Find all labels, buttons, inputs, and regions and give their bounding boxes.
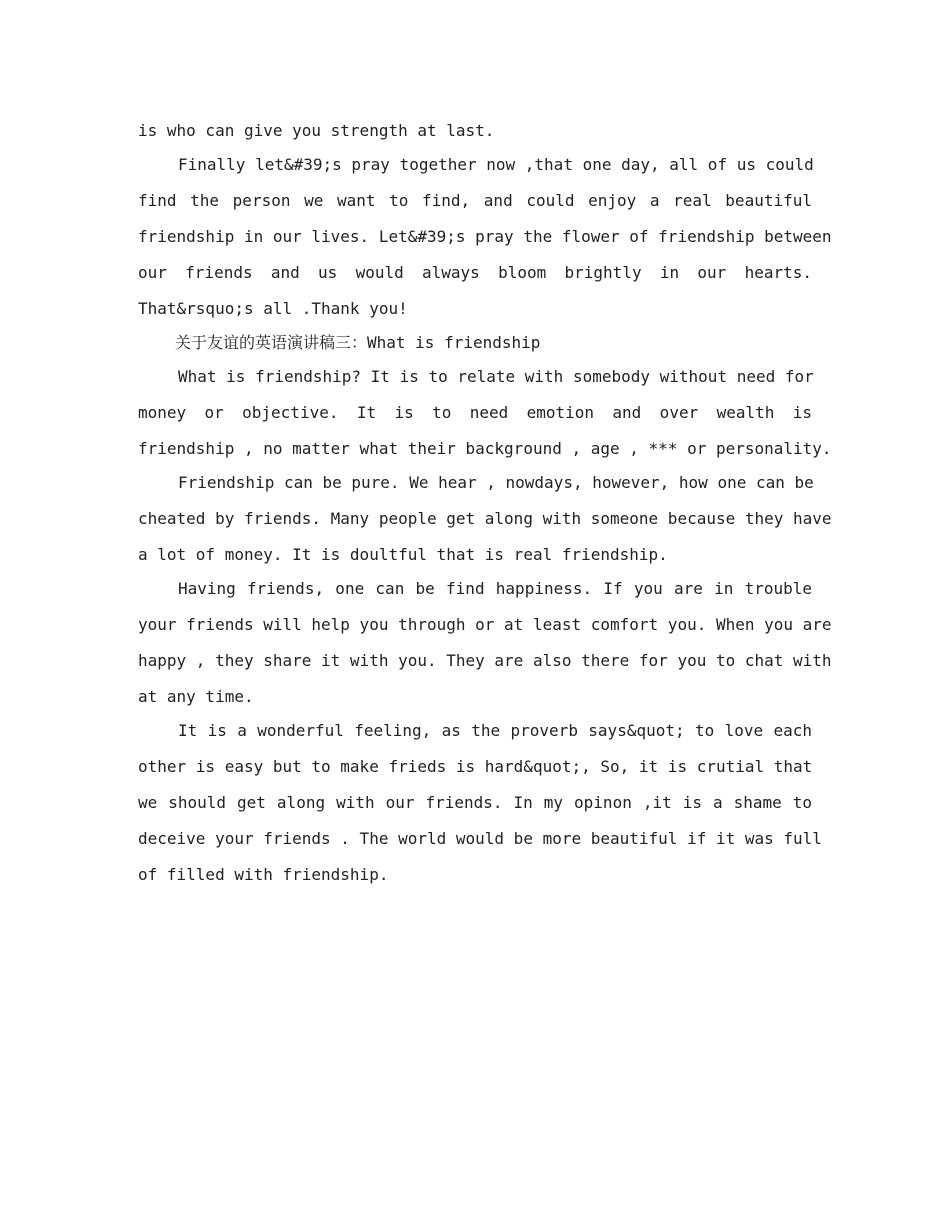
paragraph-line: is who can give you strength at last. [138, 121, 495, 140]
paragraph-line: That&rsquo;s all .Thank you! [138, 299, 408, 318]
paragraph-line: money or objective. It is to need emotion and over wealth is [138, 403, 812, 422]
paragraph-line: deceive your friends . The world would be more beautiful if it was full [138, 829, 822, 848]
paragraph-line: find the person we want to find, and could enjoy a real beautiful [138, 191, 812, 210]
paragraph-line: other is easy but to make frieds is hard&quot;, So, it is crutial that [138, 757, 813, 776]
paragraph-line: Finally let&#39;s pray together now ,that one day, all of us could [178, 155, 814, 174]
paragraph-line: friendship , no matter what their background , age , *** or personality. [138, 439, 832, 458]
paragraph-line: cheated by friends. Many people get along with someone because they have [138, 509, 832, 528]
paragraph-line: at any time. [138, 687, 254, 706]
paragraph-line: your friends will help you through or at least comfort you. When you are [138, 615, 832, 634]
paragraph-line: Friendship can be pure. We hear , nowdays, however, how one can be [178, 473, 814, 492]
paragraph-line: a lot of money. It is doultful that is real friendship. [138, 545, 668, 564]
paragraph-line: our friends and us would always bloom brightly in our hearts. [138, 263, 812, 282]
paragraph-line: friendship in our lives. Let&#39;s pray the flower of friendship between [138, 227, 832, 246]
paragraph-line: It is a wonderful feeling, as the proverb says&quot; to love each [178, 721, 812, 740]
paragraph-line: What is friendship? It is to relate with somebody without need for [178, 367, 814, 386]
paragraph-line: we should get along with our friends. In my opinon ,it is a shame to [138, 793, 812, 812]
paragraph-line: of filled with friendship. [138, 865, 389, 884]
paragraph-line: Having friends, one can be find happiness. If you are in trouble [178, 579, 812, 598]
paragraph-line: happy , they share it with you. They are also there for you to chat with [138, 651, 832, 670]
section-heading: 关于友谊的英语演讲稿三：What is friendship [175, 333, 541, 352]
